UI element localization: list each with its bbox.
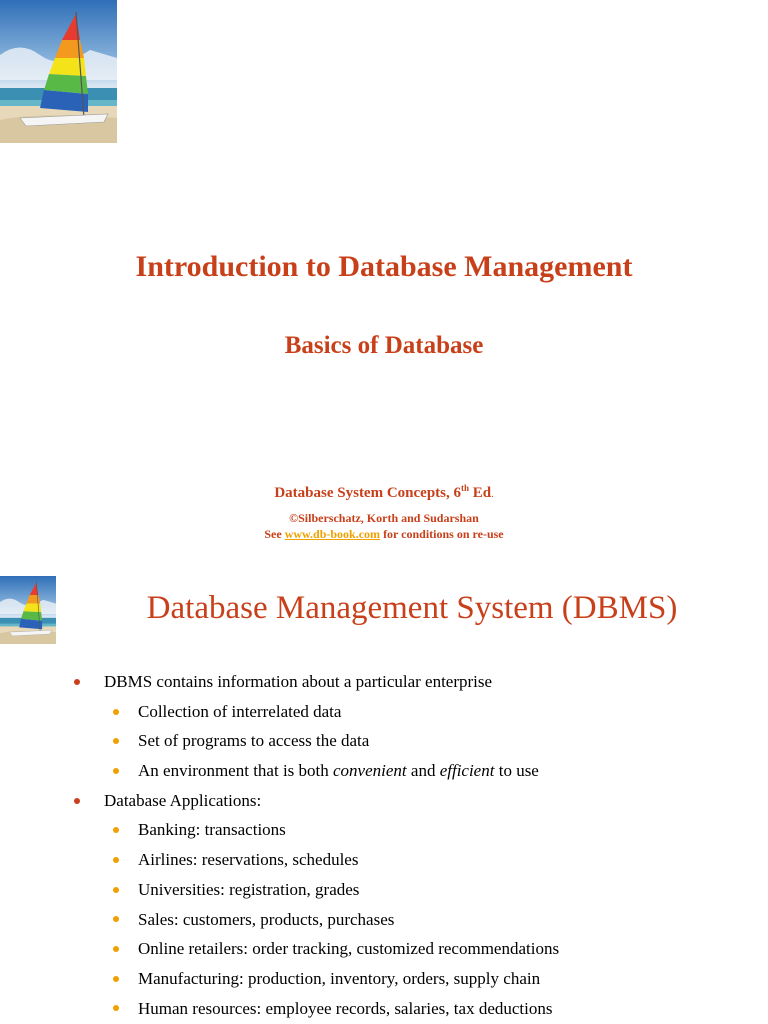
bullet-text: Collection of interrelated data <box>138 701 342 721</box>
sub-bullet-item <box>0 815 768 845</box>
sub-bullet-item <box>0 964 768 994</box>
bullet-text: Human resources: employee records, salaries, tax deductions <box>138 998 553 1018</box>
copyright-line: ©Silberschatz, Korth and Sudarshan <box>289 511 479 525</box>
bullet-text: DBMS contains information about a particular enterprise <box>104 672 493 691</box>
dbms-slide <box>0 570 768 1024</box>
bullet-dot-icon <box>113 976 119 982</box>
bullet-dot-icon <box>113 1005 119 1011</box>
bullet-dot-icon <box>113 887 119 893</box>
bullet-text-part: and <box>406 761 440 781</box>
reuse-line <box>0 527 768 542</box>
sailboat-logo-icon <box>0 0 117 143</box>
bullet-text-part: efficient <box>439 761 495 781</box>
db-book-link[interactable]: www.db-book.com <box>284 527 381 541</box>
bullet-list <box>0 667 768 1023</box>
bullet-dot-icon <box>113 827 119 833</box>
sub-bullet-item <box>0 756 768 786</box>
reuse-see: See <box>264 527 285 541</box>
bullet-dot-icon <box>74 798 80 804</box>
slide-title: Introduction to Database Management <box>135 250 633 283</box>
bullet-text: Online retailers: order tracking, customized recommendations <box>138 939 560 959</box>
bullet-dot-icon <box>113 857 119 863</box>
edition-dot: . <box>491 489 494 500</box>
bullet-dot-icon <box>113 916 119 922</box>
sub-bullet-item <box>0 875 768 905</box>
sub-bullet-item <box>0 905 768 935</box>
bullet-dot-icon <box>113 946 119 952</box>
bullet-dot-icon <box>113 709 119 715</box>
reuse-rest: for conditions on re-use <box>380 527 504 541</box>
bullet-dot-icon <box>113 768 119 774</box>
bullet-text: Banking: transactions <box>138 820 286 840</box>
bullet-dot-icon <box>74 679 80 685</box>
sub-bullet-item <box>0 697 768 727</box>
bullet-item <box>0 786 768 816</box>
sub-bullet-item <box>0 934 768 964</box>
book-edition <box>0 485 768 502</box>
edition-superscript: th <box>461 483 470 493</box>
book-title-text: Database System Concepts, 6 <box>274 485 462 501</box>
bullet-item <box>0 667 768 697</box>
bullet-text-part: to use <box>494 761 539 781</box>
bullet-text-part: convenient <box>333 761 407 781</box>
bullet-dot-icon <box>113 738 119 744</box>
bullet-text: Sales: customers, products, purchases <box>138 909 395 929</box>
sub-bullet-item <box>0 726 768 756</box>
bullet-text: Airlines: reservations, schedules <box>138 850 359 870</box>
bullet-text: Database Applications: <box>104 790 262 810</box>
slide-title: Database Management System (DBMS) <box>146 590 678 626</box>
bullet-text: Set of programs to access the data <box>138 731 370 751</box>
bullet-text: Universities: registration, grades <box>138 879 360 899</box>
edition-suffix: Ed <box>469 485 492 501</box>
sailboat-logo-icon <box>0 576 56 644</box>
bullet-text: Manufacturing: production, inventory, orders, supply chain <box>138 968 541 988</box>
slide-subtitle: Basics of Database <box>284 332 484 359</box>
bullet-text-part: An environment that is both <box>138 761 334 781</box>
sub-bullet-item <box>0 994 768 1024</box>
sub-bullet-item <box>0 845 768 875</box>
